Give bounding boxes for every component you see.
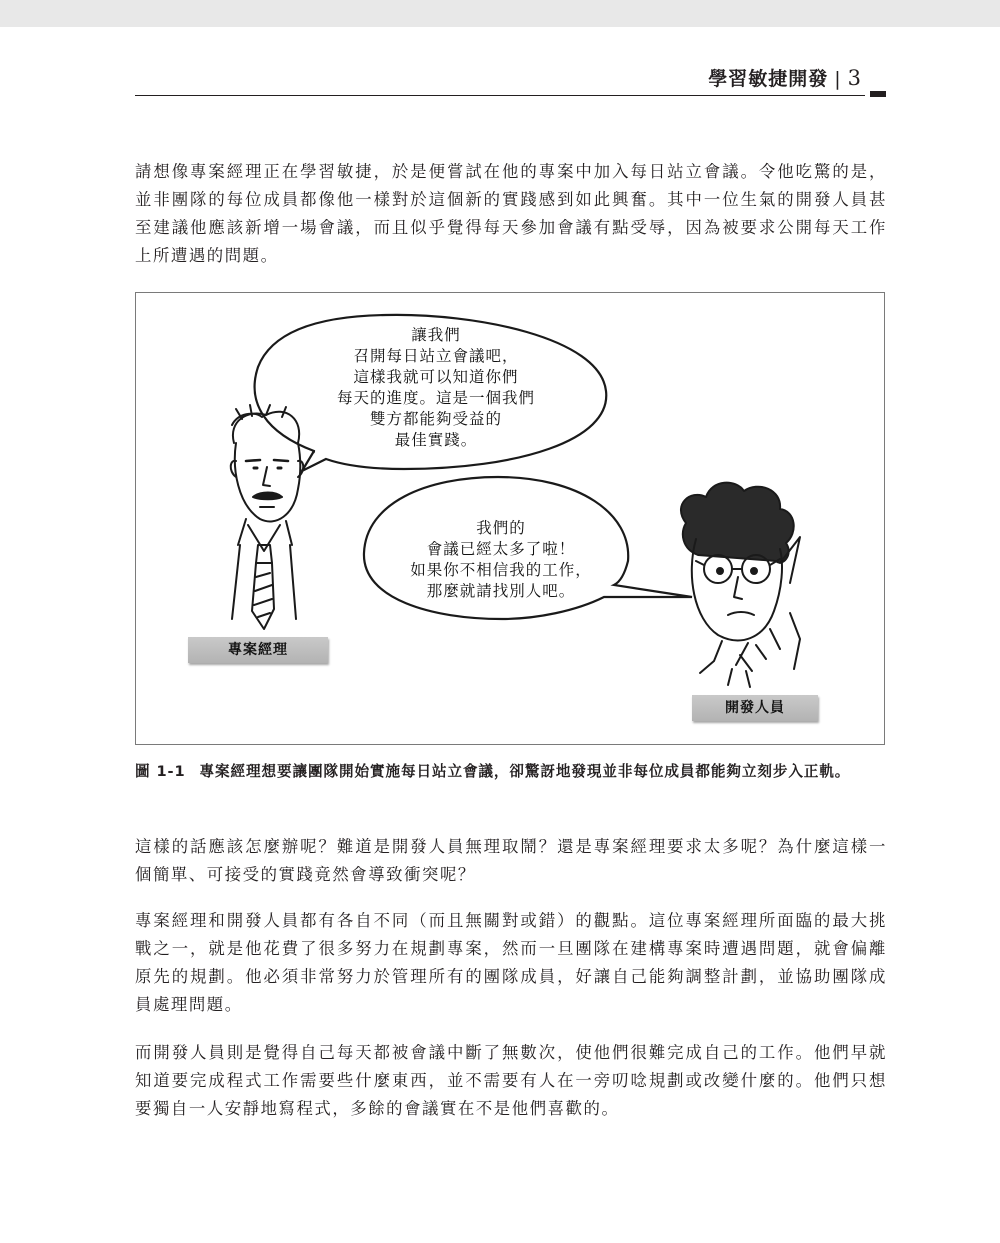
manager-bubble-line: 最佳實踐。 xyxy=(394,431,478,449)
figure-1-1 xyxy=(135,292,885,745)
caption-text: 專案經理想要讓團隊開始實施每日站立會議，卻驚訝地發現並非每位成員都能夠立刻步入正軌。 xyxy=(199,763,851,780)
running-header xyxy=(708,64,862,91)
developer-label: 開發人員 xyxy=(692,695,818,721)
paragraph-4: 而開發人員則是覺得自己每天都被會議中斷了無數次，使他們很難完成自己的工作。他們早就知道要完成程式工作需要些什麼東西，並不需要有人在一旁叨唸規劃或改變什麼的。他們只想要獨自一人安靜地寫程式，多餘的會議實在不是他們喜歡的。 xyxy=(135,1043,887,1118)
manager-bubble-text xyxy=(301,325,571,451)
manager-bubble-line: 這樣我就可以知道你們 xyxy=(353,368,519,386)
manager-bubble-line: 雙方都能夠受益的 xyxy=(369,410,502,428)
manager-bubble-line: 讓我們 xyxy=(411,326,461,344)
page-number: 3 xyxy=(847,66,862,90)
header-tab-mark xyxy=(870,91,886,97)
top-band xyxy=(0,0,1000,27)
caption-number: 圖 1-1 xyxy=(135,763,186,780)
developer-bubble-line: 那麼就請找別人吧。 xyxy=(426,582,576,600)
developer-bubble-line: 我們的 xyxy=(476,519,526,537)
book-title: 學習敏捷開發 xyxy=(708,68,829,90)
paragraph-2: 這樣的話應該怎麼辦呢？難道是開發人員無理取鬧？還是專案經理要求太多呢？為什麼這樣一個簡單、可接受的實踐竟然會導致衝突呢？ xyxy=(135,837,887,884)
developer-bubble-text xyxy=(376,518,626,602)
manager-label: 專案經理 xyxy=(188,637,328,663)
manager-bubble-line: 每天的進度。這是一個我們 xyxy=(336,389,535,407)
intro-paragraph: 請想像專案經理正在學習敏捷，於是便嘗試在他的專案中加入每日站立會議。令他吃驚的是，並非團隊的每位成員都像他一樣對於這個新的實踐感到如此興奮。其中一位生氣的開發人員甚至建議他應該新增一場會議，而且似乎覺得每天參加會議有點受辱，因為被要求公開每天工作上所遭遇的問題。 xyxy=(135,162,887,265)
manager-figure xyxy=(231,405,304,629)
figure-caption xyxy=(135,760,895,783)
developer-bubble-line: 會議已經太多了啦！ xyxy=(426,540,576,558)
header-separator: | xyxy=(834,68,842,90)
header-rule xyxy=(135,95,865,96)
developer-bubble-line: 如果你不相信我的工作， xyxy=(410,561,592,579)
developer-figure xyxy=(681,483,800,687)
paragraph-3: 專案經理和開發人員都有各自不同（而且無關對或錯）的觀點。這位專案經理所面臨的最大挑戰之一，就是他花費了很多努力在規劃專案，然而一旦團隊在建構專案時遭遇問題，就會偏離原先的規劃。他必須非常努力於管理所有的團隊成員，好讓自己能夠調整計劃，並協助團隊成員處理問題。 xyxy=(135,911,887,1014)
manager-bubble-line: 召開每日站立會議吧， xyxy=(353,347,519,365)
